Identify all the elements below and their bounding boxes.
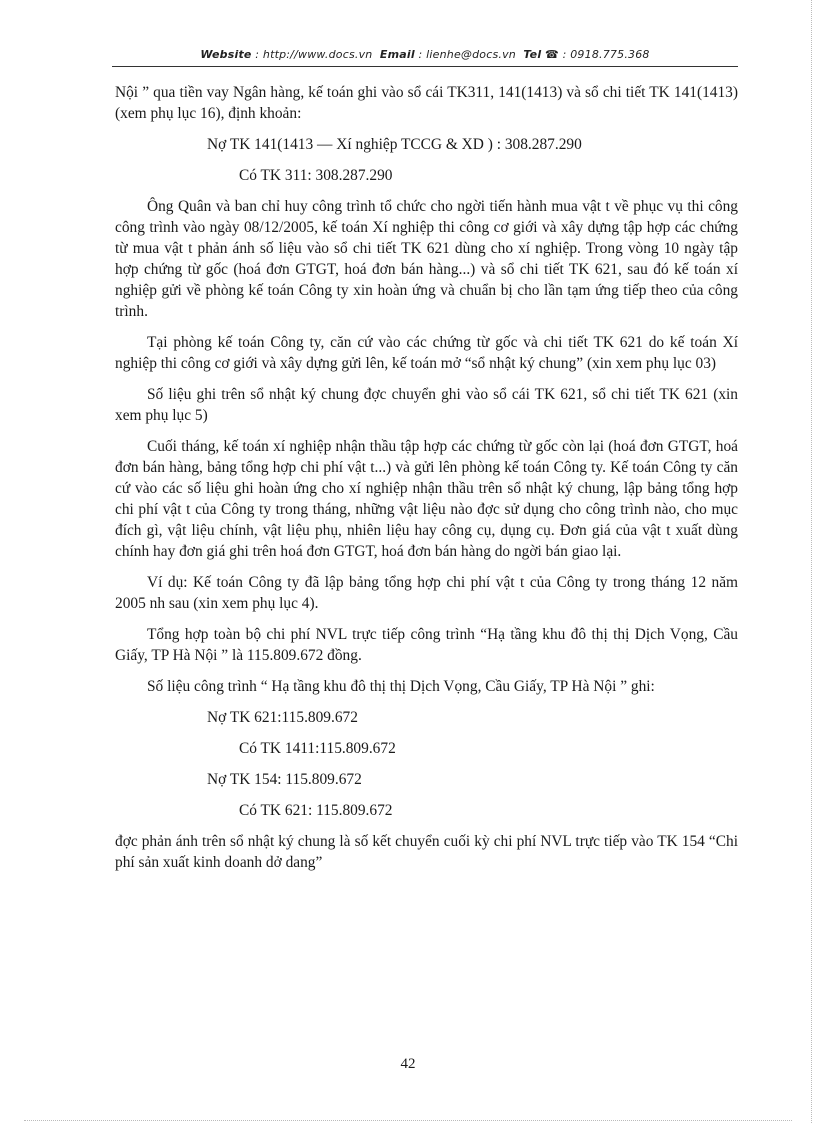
- footer-dotted-rule: [24, 1120, 792, 1121]
- header-rule: [112, 66, 738, 67]
- paragraph: Số liệu công trình “ Hạ tầng khu đô thị thị Dịch Vọng, Cầu Giấy, TP Hà Nội ” ghi:: [147, 678, 655, 695]
- tel-value: : 0918.775.368: [562, 48, 650, 61]
- email-label: Email: [379, 48, 415, 61]
- website-label: Website: [200, 48, 252, 61]
- journal-entry-credit: Có TK 311: 308.287.290: [239, 167, 393, 184]
- email-value: : lienhe@docs.vn: [418, 48, 516, 61]
- paragraph: Cuối tháng, kế toán xí nghiệp nhận thầu tập hợp các chứng từ gốc còn lại (hoá đơn GTGT, hoá đơn bán hàng, bảng tổng hợp chi phí vật t...) và gửi lên phòng kế toán Công ty. Kế toán Công ty căn cứ vào các số liệu ghi hoàn ứng cho xí nghiệp nhận thầu trên sổ nhật ký chung, lập bảng tổng hợp chi phí vật t của Công ty trong tháng, những vật liệu nào đợc sử dụng cho công trình nào, cho mục đích gì, vật liệu chính, vật liệu phụ, nhiên liệu hay công cụ, dụng cụ. Đơn giá của vật t xuất dùng chính hay đơn giá ghi trên hoá đơn GTGT, hoá đơn bán hàng do ngời bán giao lại.: [115, 438, 738, 560]
- page-header: [112, 48, 738, 61]
- paragraph: Ví dụ: Kế toán Công ty đã lập bảng tổng hợp chi phí vật t của Công ty trong tháng 12 năm 2005 nh sau (xin xem phụ lục 4).: [115, 574, 738, 612]
- journal-entry-debit: Nợ TK 154: 115.809.672: [207, 771, 362, 788]
- journal-entry-credit: Có TK 1411:115.809.672: [239, 740, 396, 757]
- paragraph-continuation: Nội ” qua tiền vay Ngân hàng, kế toán ghi vào sổ cái TK311, 141(1413) và sổ chi tiết TK 141(1413) (xem phụ lục 16), định khoản:: [115, 84, 738, 122]
- page-number: 42: [400, 1056, 416, 1072]
- paragraph: đợc phản ánh trên sổ nhật ký chung là số kết chuyển cuối kỳ chi phí NVL trực tiếp vào TK 154 “Chi phí sản xuất kinh doanh dở dang”: [115, 833, 738, 871]
- side-dotted-rule: [811, 0, 812, 1123]
- phone-icon: ☎: [545, 48, 559, 61]
- tel-label: Tel: [523, 48, 542, 61]
- website-value: : http://www.docs.vn: [255, 48, 373, 61]
- document-body: [115, 82, 738, 883]
- journal-entry-credit: Có TK 621: 115.809.672: [239, 802, 393, 819]
- paragraph: Ông Quân và ban chỉ huy công trình tổ chức cho ngời tiến hành mua vật t về phục vụ thi công công trình vào ngày 08/12/2005, kế toán Xí nghiệp thi công cơ giới và xây dựng tập hợp các chứng từ mua vật t phản ánh số liệu vào sổ chi tiết TK 621 dùng cho xí nghiệp. Trong vòng 10 ngày tập hợp chứng từ gốc (hoá đơn GTGT, hoá đơn bán hàng...) và sổ chi tiết TK 621, sau đó kế toán xí nghiệp gửi về phòng kế toán Công ty xin hoàn ứng và chuẩn bị cho lần tạm ứng tiếp theo của công trình.: [115, 198, 738, 320]
- journal-entry-debit: Nợ TK 141(1413 — Xí nghiệp TCCG & XD ) : 308.287.290: [207, 136, 582, 153]
- paragraph: Tổng hợp toàn bộ chi phí NVL trực tiếp công trình “Hạ tầng khu đô thị thị Dịch Vọng, Cầu Giấy, TP Hà Nội ” là 115.809.672 đồng.: [115, 626, 738, 664]
- paragraph: Số liệu ghi trên sổ nhật ký chung đợc chuyển ghi vào sổ cái TK 621, sổ chi tiết TK 621 (xin xem phụ lục 5): [115, 386, 738, 424]
- journal-entry-debit: Nợ TK 621:115.809.672: [207, 709, 358, 726]
- paragraph: Tại phòng kế toán Công ty, căn cứ vào các chứng từ gốc và chi tiết TK 621 do kế toán Xí nghiệp thi công cơ giới và xây dựng gửi lên, kế toán mở “sổ nhật ký chung” (xin xem phụ lục 03): [115, 334, 738, 372]
